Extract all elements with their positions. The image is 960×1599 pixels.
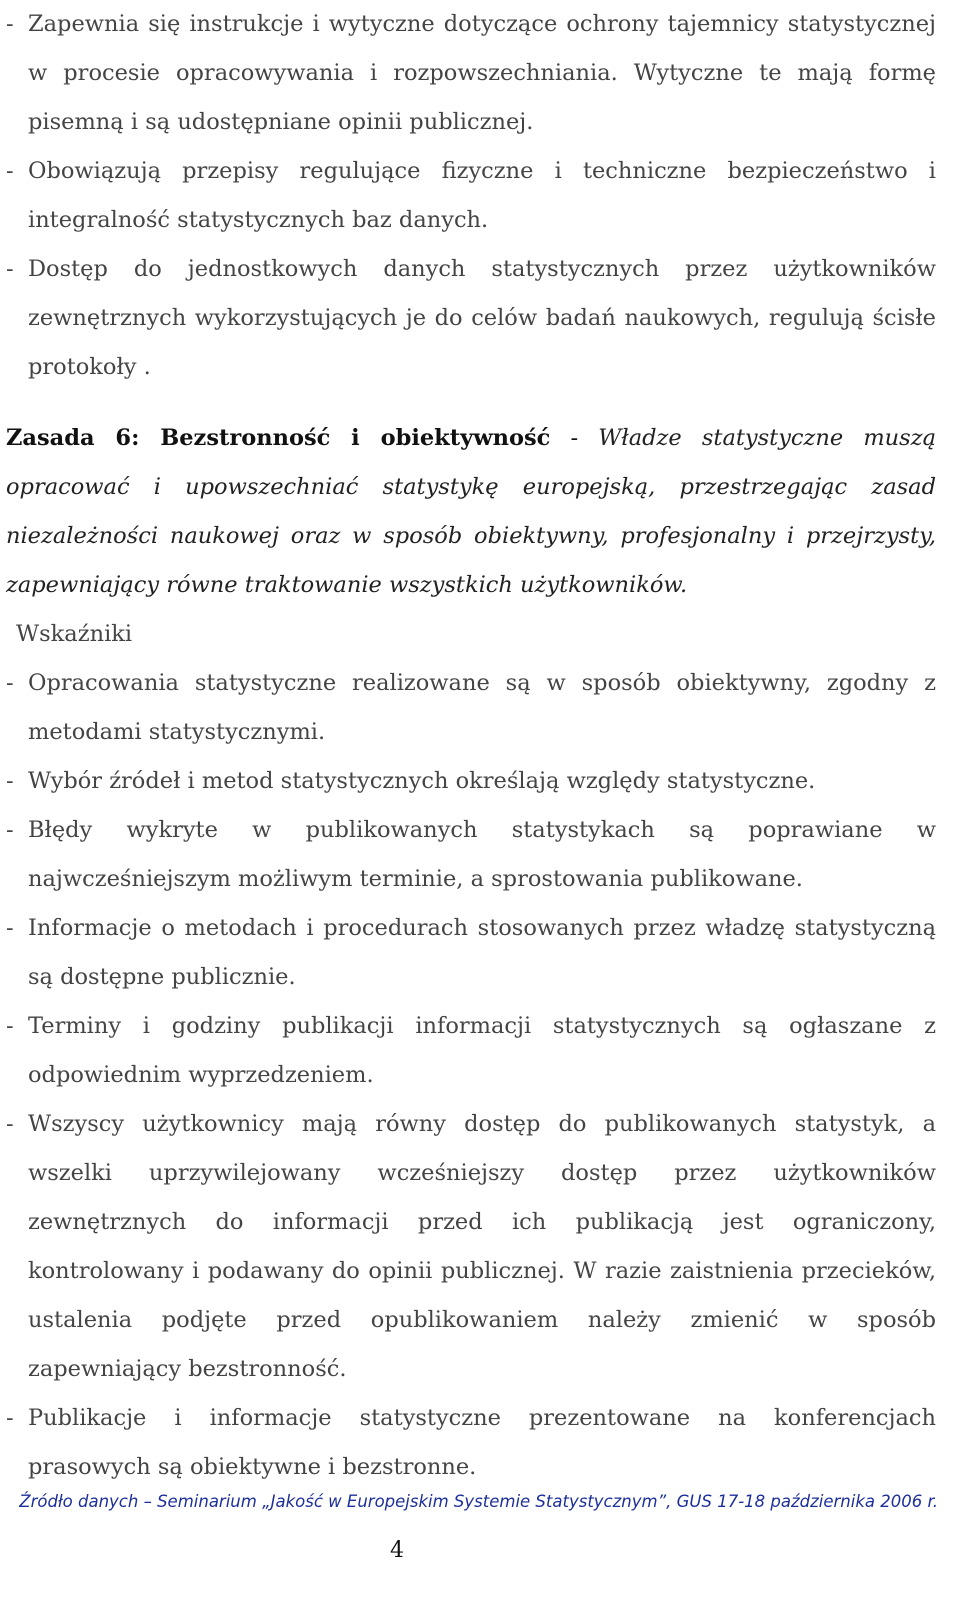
list-item-text: Dostęp do jednostkowych danych statystycznych przez użytkowników zewnętrznych wykorzystujących je do celów badań naukowych, regulują ścisłe protokoły . xyxy=(28,256,936,380)
page-number: 4 xyxy=(390,1538,404,1563)
bullet-dash: - xyxy=(6,915,14,941)
list-item xyxy=(6,1100,936,1394)
bullet-dash: - xyxy=(6,11,14,37)
list-item-text: Obowiązują przepisy regulujące fizyczne i techniczne bezpieczeństwo i integralność statystycznych baz danych. xyxy=(28,158,936,233)
principle-paragraph xyxy=(6,414,936,610)
list-item xyxy=(6,1002,936,1100)
principle-heading: Zasada 6: Bezstronność i obiektywność xyxy=(6,425,551,451)
bullet-dash: - xyxy=(6,256,14,282)
principle-separator: - xyxy=(550,425,599,451)
bullet-dash: - xyxy=(6,817,14,843)
list-item-text: Wybór źródeł i metod statystycznych określają względy statystyczne. xyxy=(28,768,816,794)
list-item xyxy=(6,757,936,806)
list-item xyxy=(6,147,936,245)
bullet-dash: - xyxy=(6,1405,14,1431)
indicators-label: Wskaźniki xyxy=(16,621,133,647)
list-item xyxy=(6,1394,936,1492)
principle-description: Władze statystyczne muszą opracować i upowszechniać statystykę europejską, przestrzegając zasad niezależności naukowej oraz w sposób obiektywny, profesjonalny i przejrzysty, zapewniający równe traktowanie wszystkich użytkowników. xyxy=(6,425,936,598)
list-item xyxy=(6,659,936,757)
list-item-text: Terminy i godziny publikacji informacji statystycznych są ogłaszane z odpowiednim wyprzedzeniem. xyxy=(28,1013,936,1088)
list-item xyxy=(6,904,936,1002)
list-item xyxy=(6,245,936,392)
source-footnote: Źródło danych – Seminarium „Jakość w Europejskim Systemie Statystycznym”, GUS 17-18 października 2006 r. xyxy=(19,1492,938,1511)
list-item-text: Wszyscy użytkownicy mają równy dostęp do publikowanych statystyk, a wszelki uprzywilejowany wcześniejszy dostęp przez użytkowników zewnętrznych do informacji przed ich publikacją jest ograniczony, kontrolowany i podawany do opinii publicznej. W razie zaistnienia przecieków, ustalenia podjęte przed opublikowaniem należy zmienić w sposób zapewniający bezstronność. xyxy=(28,1111,936,1382)
list-item-text: Publikacje i informacje statystyczne prezentowane na konferencjach prasowych są obiektywne i bezstronne. xyxy=(28,1405,936,1480)
bullet-dash: - xyxy=(6,670,14,696)
bullet-dash: - xyxy=(6,1013,14,1039)
bullet-dash: - xyxy=(6,768,14,794)
bullet-dash: - xyxy=(6,1111,14,1137)
document-body xyxy=(6,0,936,1492)
list-item xyxy=(6,806,936,904)
list-item-text: Informacje o metodach i procedurach stosowanych przez władzę statystyczną są dostępne publicznie. xyxy=(28,915,936,990)
list-item xyxy=(6,0,936,147)
bullet-dash: - xyxy=(6,158,14,184)
list-item-text: Opracowania statystyczne realizowane są w sposób obiektywny, zgodny z metodami statystycznymi. xyxy=(28,670,936,745)
list-item-text: Błędy wykryte w publikowanych statystykach są poprawiane w najwcześniejszym możliwym terminie, a sprostowania publikowane. xyxy=(28,817,936,892)
list-item-text: Zapewnia się instrukcje i wytyczne dotyczące ochrony tajemnicy statystycznej w procesie opracowywania i rozpowszechniania. Wytyczne te mają formę pisemną i są udostępniane opinii publicznej. xyxy=(28,11,936,135)
